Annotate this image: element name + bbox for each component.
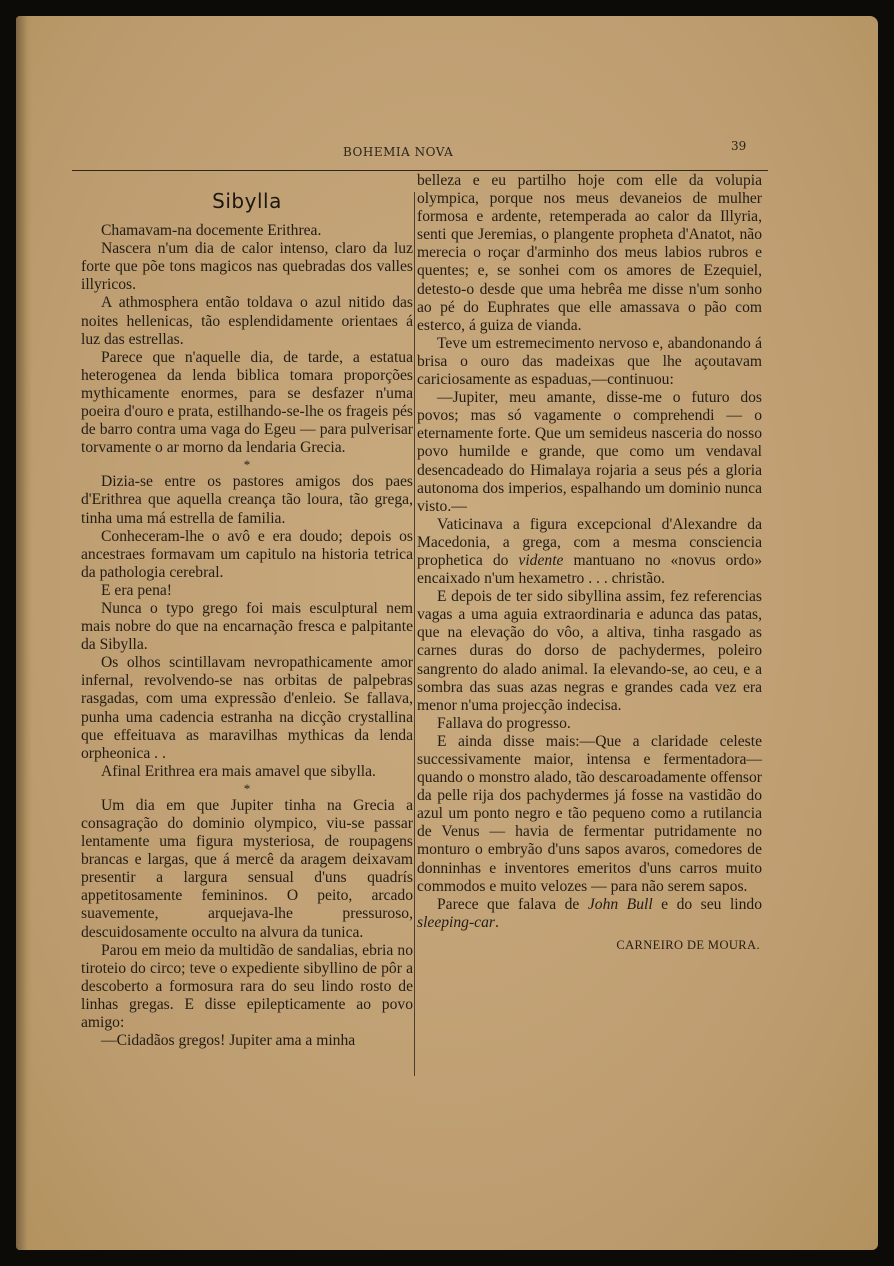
italic-term: sleeping-car xyxy=(417,913,495,931)
paragraph: Afinal Erithrea era mais amavel que sibylla. xyxy=(101,762,376,780)
author-signature: CARNEIRO DE MOURA. xyxy=(616,937,760,952)
paragraph: Os olhos scintillavam nevropathicamente amor infernal, revolvendo-se nas orbitas de palpebras rasgadas, com uma expressão d'enleio. Se fallava, punha uma cadencia estranha na dicção crystallina que effeituava as maravilhas mythicas da lenda orpheonica . . xyxy=(81,654,413,762)
page-gutter-shadow xyxy=(16,16,32,1250)
text-run: Parece que falava de xyxy=(437,895,588,913)
paragraph xyxy=(417,516,762,588)
text-run: e do seu lindo xyxy=(652,895,762,913)
paragraph: E ainda disse mais:—Que a claridade celeste successivamente maior, intensa e fermentadora—quando o monstro alado, tão descaroadamente offensor da pelle rija dos pachydermes já fosse na vastidão do azul um ponto negro e tão pequeno como a rutilancia de Venus — havia de fermentar putridamente no monturo o embryão d'uns sapos avaros, comedores de donninhas e inventores emeritos d'uns carros muito commodos e muito velozes — para não serem sapos. xyxy=(417,732,762,895)
text-run: . xyxy=(494,913,499,931)
column-divider xyxy=(414,192,415,1076)
running-title: BOHEMIA NOVA xyxy=(343,145,454,159)
paragraph: A athmosphera então toldava o azul nitido das noites hellenicas, tão esplendidamente orientaes á luz das estrellas. xyxy=(81,294,413,348)
paragraph: Conheceram-lhe o avô e era doudo; depois os ancestraes formavam um capitulo na historia tetrica da pathologia cerebral. xyxy=(81,527,413,581)
italic-term: John Bull xyxy=(587,895,653,913)
paragraph: —Cidadãos gregos! Jupiter ama a minha xyxy=(101,1032,356,1050)
text-run: Vaticinava a figura excepcional d'Alexandre da Macedonia, a grega, com a mesma consciencia prophetica do xyxy=(417,515,762,569)
text-run: mantuano no «novus ordo» encaixado n'um hexametro . . . christão. xyxy=(417,551,762,588)
paragraph: —Jupiter, meu amante, disse-me o futuro dos povos; mas só vagamente o comprehendi — o eternamente forte. Que um semideus nasceria do nosso povo humilde e grande, que como um vendaval desencadeado do Himalaya rojaria a seus pés a gloria autonoma dos imperios, espalhando um dominio nunca visto.— xyxy=(417,389,762,515)
left-column xyxy=(81,188,413,1050)
article-title: Sibylla xyxy=(212,189,282,213)
italic-term: vidente xyxy=(518,551,564,569)
paragraph: Nascera n'um dia de calor intenso, claro da luz forte que põe tons magicos nas quebradas dos valles illyricos. xyxy=(81,240,413,294)
magazine-page xyxy=(16,16,878,1250)
paragraph: E era pena! xyxy=(101,581,172,599)
section-separator: * xyxy=(243,780,251,796)
paragraph: belleza e eu partilho hoje com elle da volupia olympica, porque nos meus devaneios de mulher formosa e ardente, retemperada ao calor da Illyria, senti que Jeremias, o plangente propheta d'Anatot, não merecia o roçar d'arminho dos meus labios rubros e quentes; e, se sonhei com os amores de Ezequiel, detesto-o desde que uma hebrêa me disse n'um sonho ao pé do Euphrates que elle amassava o pão com esterco, á guiza de vianda. xyxy=(417,172,762,334)
header-rule xyxy=(72,170,768,171)
paragraph: Chamavam-na docemente Erithrea. xyxy=(101,222,322,240)
paragraph: Parou em meio da multidão de sandalias, ebria no tiroteio do circo; teve o expediente sibyllino de pôr a descoberto a formosura rara do seu lindo rosto de linhas gregas. E disse epilepticamente ao povo amigo: xyxy=(81,941,413,1032)
paragraph: Dizia-se entre os pastores amigos dos paes d'Erithrea que aquella creança tão loura, tão grega, tinha uma má estrella de familia. xyxy=(81,473,413,527)
paragraph: Nunca o typo grego foi mais esculptural nem mais nobre do que na encarnação fresca e palpitante da Sibylla. xyxy=(81,599,413,654)
section-separator: * xyxy=(243,457,251,473)
paragraph: Teve um estremecimento nervoso e, abandonando á brisa o ouro das madeixas que lhe açoutavam cariciosamente as espaduas,—continuou: xyxy=(417,334,762,389)
paragraph: Fallava do progresso. xyxy=(437,714,571,732)
right-column xyxy=(417,172,762,954)
paragraph: Um dia em que Jupiter tinha na Grecia a consagração do dominio olympico, viu-se passar lentamente uma figura mysteriosa, de roupagens brancas e largas, que á mercê da aragem deixavam presentir a largura sensual d'uns quadrís appetitosamente femininos. O peito, arcado suavemente, arquejava-lhe pressuroso, descuidosamente occulto na alvura da tunica. xyxy=(81,796,413,941)
paragraph: E depois de ter sido sibyllina assim, fez referencias vagas a uma aguia extraordinaria e adunca das patas, que na elevação do vôo, a altiva, tinha rasgado as carnes duras do dorso de pachydermes, poleiro sangrento do alado animal. Ia elevando-se, ao ceu, e a sombra das suas azas negras e grandes cada vez era menor n'uma projecção indecisa. xyxy=(417,588,762,714)
paragraph xyxy=(417,896,762,932)
page-number: 39 xyxy=(731,139,747,153)
paragraph: Parece que n'aquelle dia, de tarde, a estatua heterogenea da lenda biblica tomara proporções mythicamente enormes, para se desfazer n'uma poeira d'ouro e prata, estilhando-se-lhe os frageis pés de barro contra uma vaga do Egeu — para pulverisar torvamente o ar morno da lendaria Grecia. xyxy=(81,348,413,457)
